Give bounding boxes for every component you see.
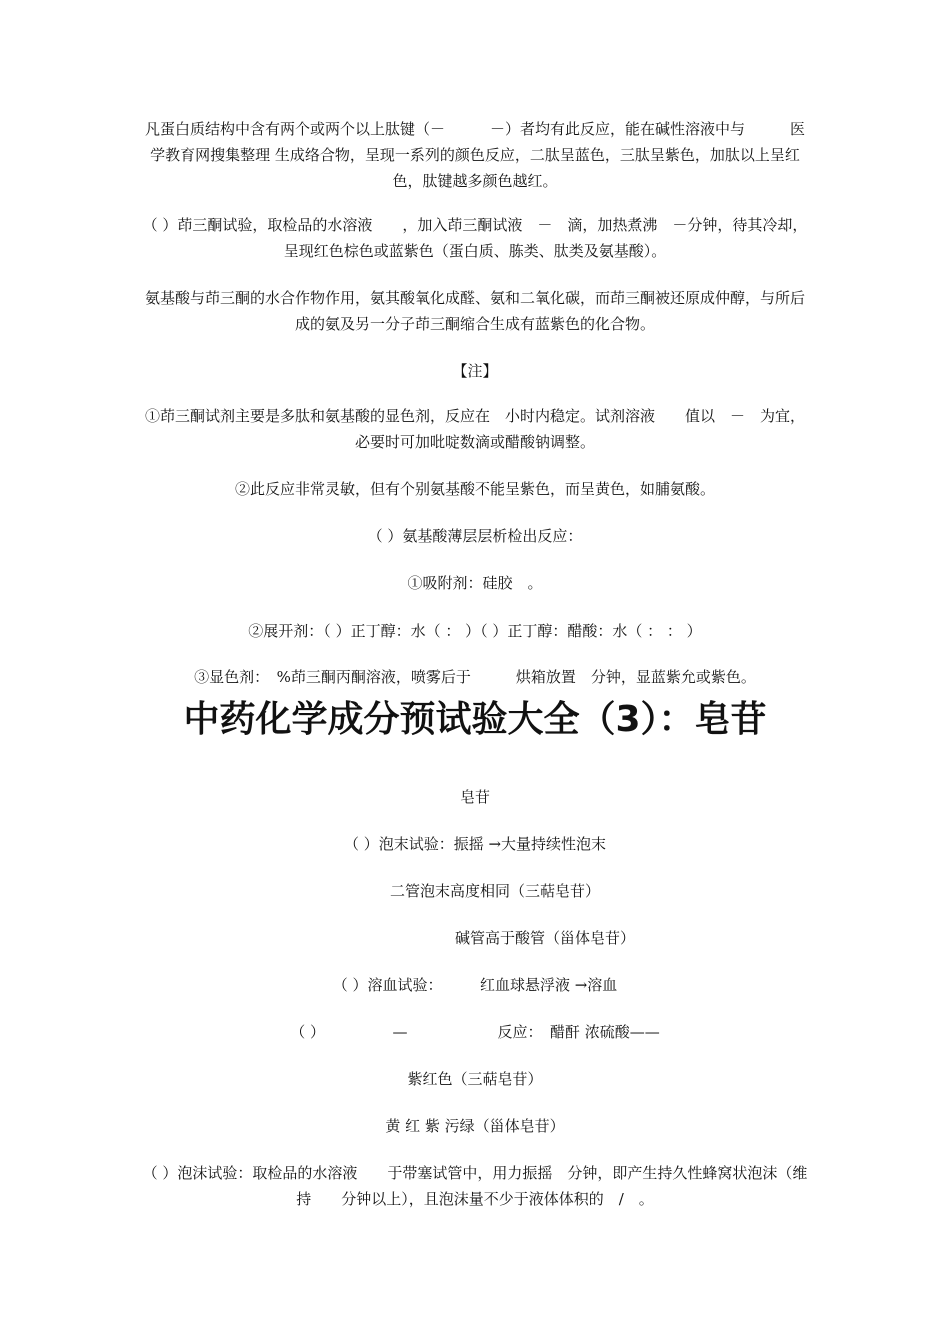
foam-test-paragraph: （ ）泡沫试验：取检品的水溶液 于带塞试管中，用力振摇 分钟，即产生持久性蜂窝状泡沫（维持 分钟以上），且泡沫量不少于液体体积的 / 。 [142,1164,808,1208]
paragraph-biuret: 凡蛋白质结构中含有两个或两个以上肽键（－ －）者均有此反应，能在碱性溶液中与 医 学教育网搜集整理 生成络合物，呈现一系列的颜色反应，二肽呈蓝色，三肽呈紫色，加肽以上呈红色，肽键越多颜色越红。 [144,120,810,190]
paragraph-tlc-title: （ ）氨基酸薄层层析检出反应： [367,527,583,545]
saponin-title: 皂苷 [459,788,490,806]
steroid-color-line: 黄 红 紫 污绿（甾体皂苷） [385,1117,565,1135]
paragraph-color-reagent: ③显色剂： %茚三酮丙酮溶液，喷雾后于 烘箱放置 分钟，显蓝紫允或紫色。 [194,668,756,686]
paragraph-note-1: ①茚三酮试剂主要是多肽和氨基酸的显色剂，反应在 小时内稳定。试剂溶液 值以 － 为宜，必要时可加吡啶数滴或醋酸钠调整。 [144,407,805,451]
triterpene-color-line: 紫红色（三萜皂苷） [407,1070,543,1088]
acetic-anhydride-reaction-line: （ ） — 反应： 醋酐 浓硫酸—— [290,1023,660,1041]
paragraph-ninhydrin-test: （ ）茚三酮试验，取检品的水溶液 ，加入茚三酮试液 － 滴，加热煮沸 －分钟，待其冷却，呈现红色棕色或蓝紫色（蛋白质、胨类、肽类及氨基酸）。 [142,216,808,260]
paragraph-note-2: ②此反应非常灵敏，但有个别氨基酸不能呈紫色，而呈黄色，如脯氨酸。 [234,480,715,498]
heading-number: 3 [615,699,641,740]
foam-test-line: （ ）泡末试验：振摇 →大量持续性泡末 [343,835,607,853]
steroid-foam-line: 碱管高于酸管（甾体皂苷） [454,929,635,947]
paragraph-developer: ②展开剂：（ ）正丁醇：水（ ： ）（ ）正丁醇：醋酸：水（ ： ： ） [248,622,702,640]
triterpene-foam-line: 二管泡末高度相同（三萜皂苷） [389,882,600,900]
paragraph-adsorbent: ①吸附剂：硅胶 。 [407,574,543,592]
section-heading [0,698,950,742]
paragraph-ninhydrin-mechanism: 氨基酸与茚三酮的水合作物作用，氨其酸氧化成醛、氨和二氧化碳，而茚三酮被还原成仲醇，与所后成的氨及另一分子茚三酮缩合生成有蓝紫色的化合物。 [144,289,805,333]
heading-prefix: 中药化学成分预试验大全（ [183,699,616,740]
hemolysis-line: （ ）溶血试验： 红血球悬浮液 →溶血 [332,976,618,994]
paragraph-note-title: 【注】 [452,362,498,380]
heading-suffix: ）：皂苷 [640,699,767,740]
